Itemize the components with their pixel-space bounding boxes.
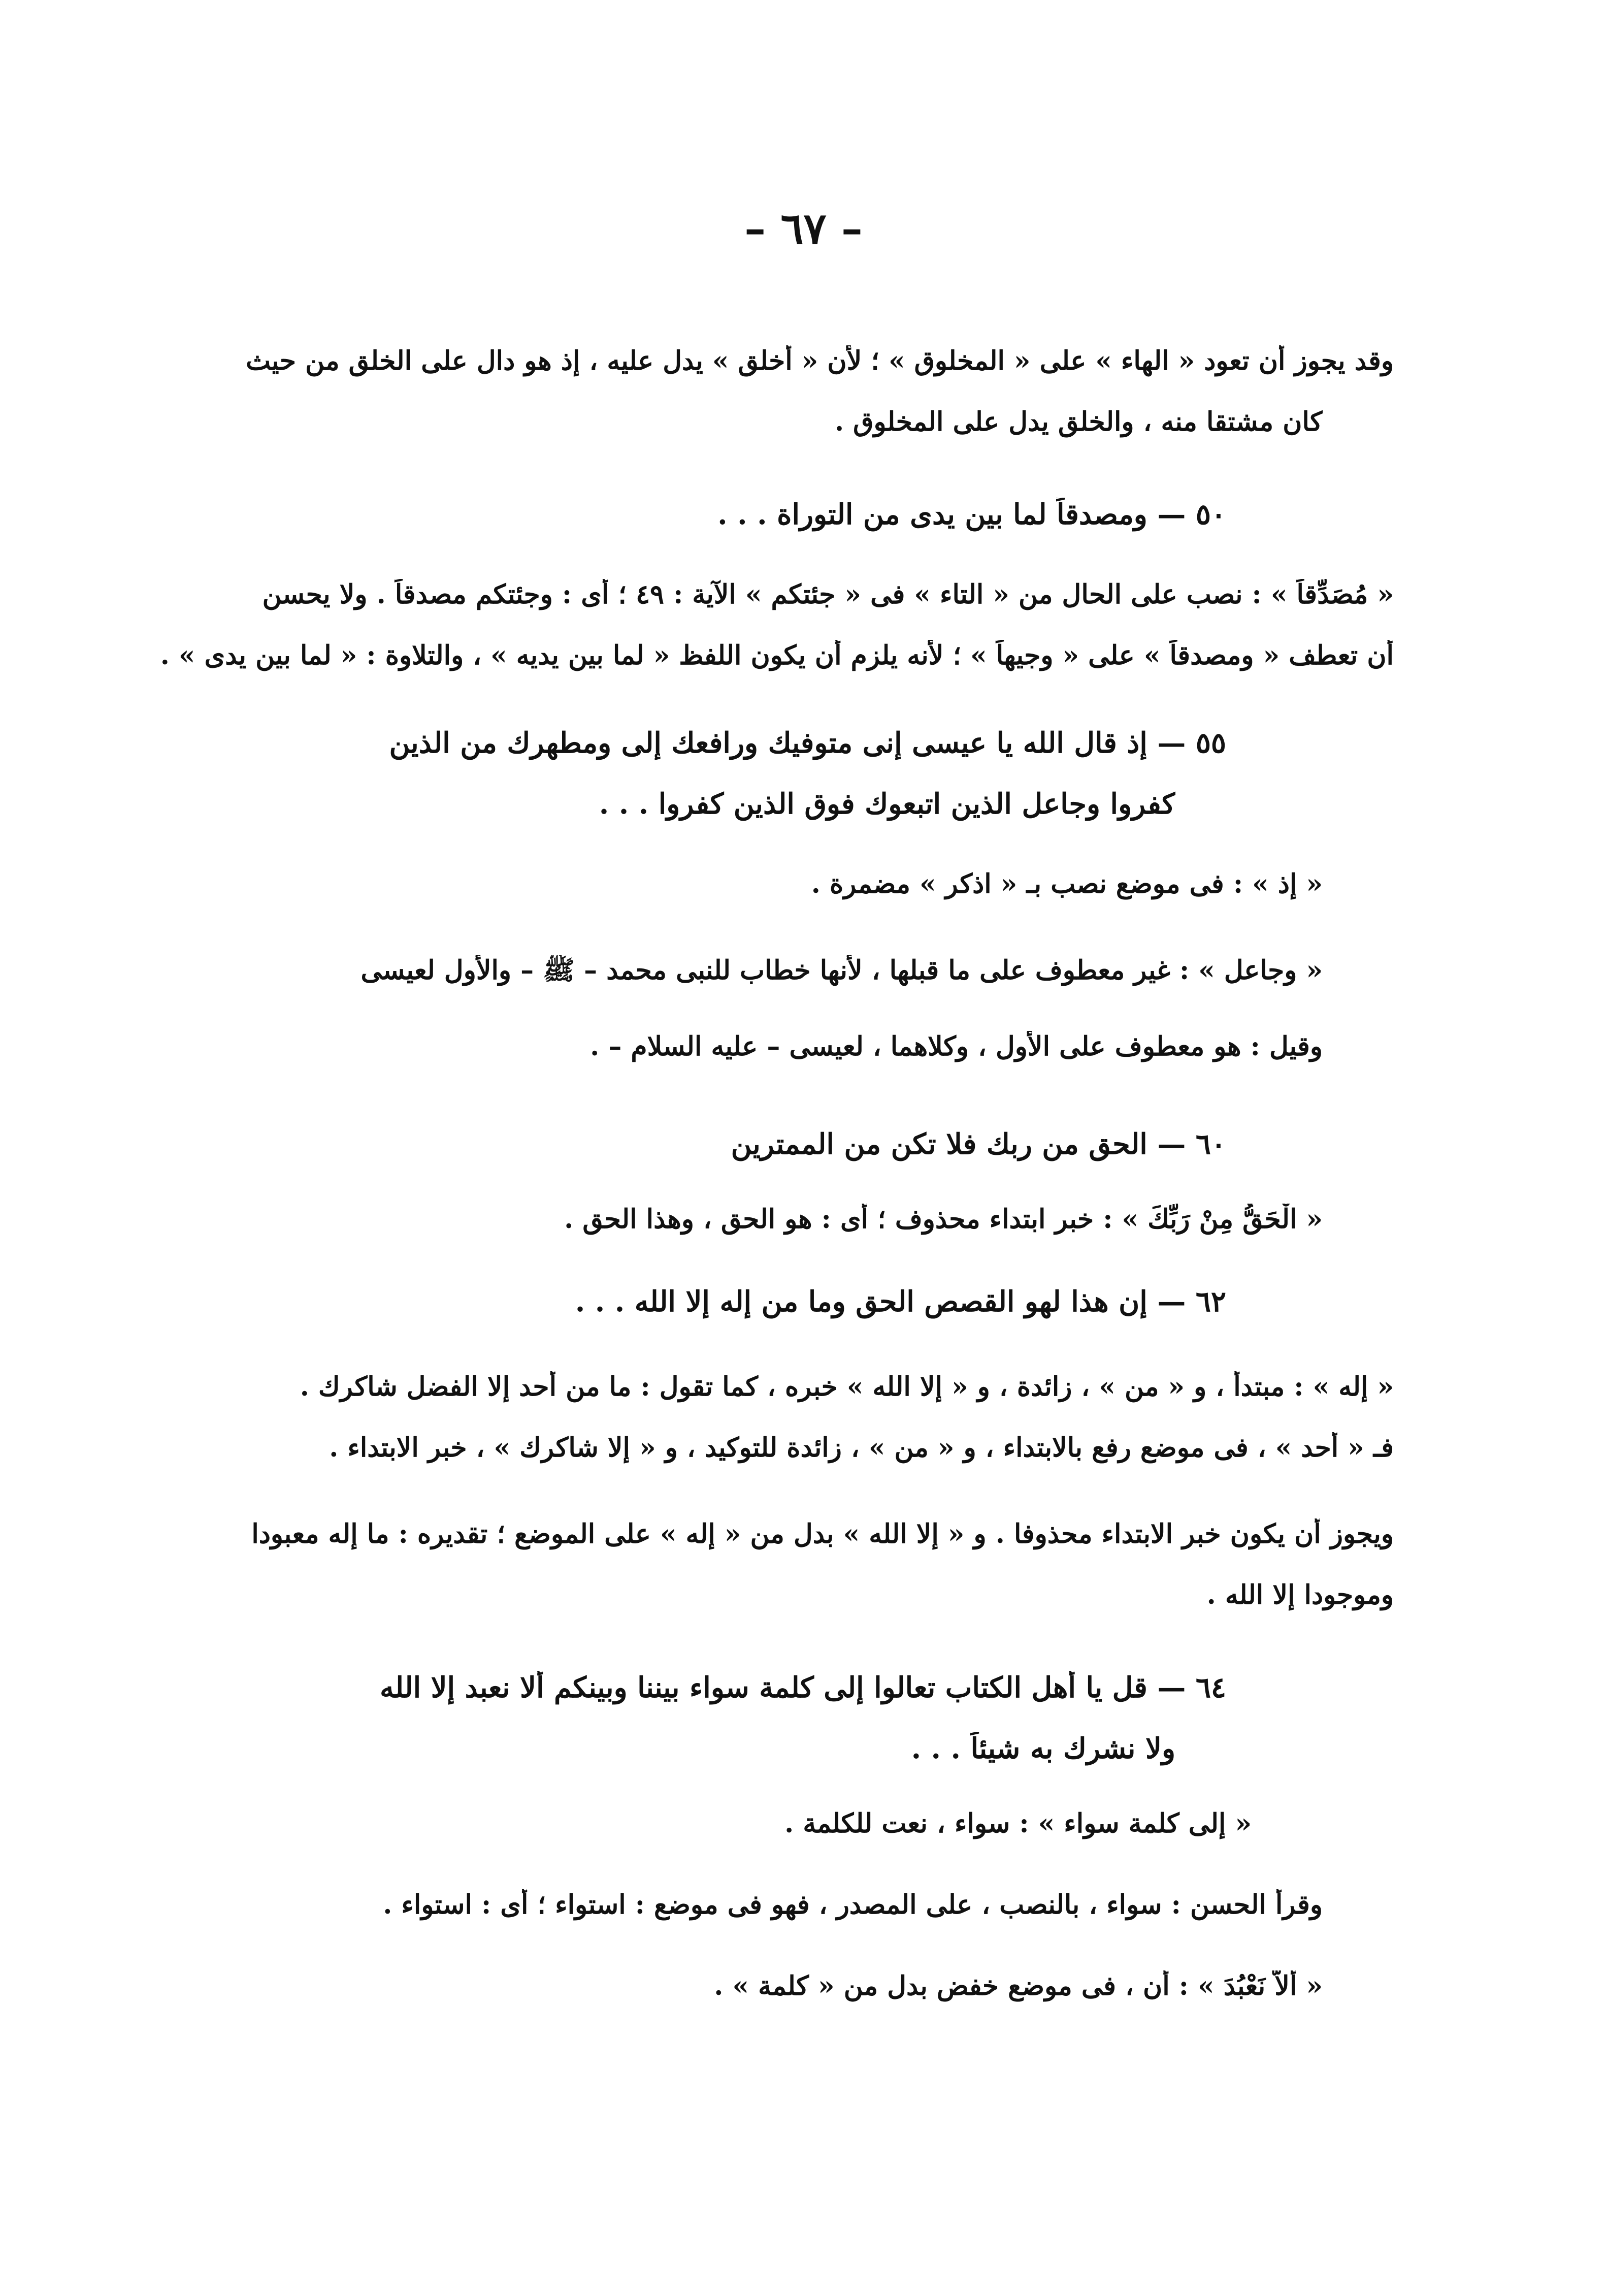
verse-line: ٦٠ — الحق من ربك فلا تكن من الممترين xyxy=(731,1127,1226,1161)
page-number: – ٦٧ – xyxy=(744,203,863,253)
text-line: وموجودا إلا الله . xyxy=(1206,1579,1394,1610)
text-line: وقيل : هو معطوف على الأول ، وكلاهما ، لعيسى – عليه السلام – . xyxy=(590,1031,1323,1062)
verse-line: ولا نشرك به شيئاً . . . xyxy=(911,1732,1175,1765)
text-line: « الْحَقُّ مِنْ رَبِّكَ » : خبر ابتداء محذوف ؛ أى : هو الحق ، وهذا الحق . xyxy=(564,1204,1323,1235)
text-line: « إذ » : فى موضع نصب بـ « اذكر » مضمرة . xyxy=(811,868,1323,899)
text-line: فـ « أحد » ، فى موضع رفع بالابتداء ، و « من » ، زائدة للتوكيد ، و « إلا شاكرك » ، خبر الابتداء . xyxy=(329,1432,1394,1463)
verse-line: ٥٠ — ومصدقاً لما بين يدى من التوراة . . . xyxy=(717,498,1226,531)
verse-line: ٦٤ — قل يا أهل الكتاب تعالوا إلى كلمة سواء بيننا وبينكم ألا نعبد إلا الله xyxy=(379,1671,1226,1704)
text-line: وقرأ الحسن : سواء ، بالنصب ، على المصدر ، فهو فى موضع : استواء ؛ أى : استواء . xyxy=(383,1889,1323,1920)
text-line: وقد يجوز أن تعود « الهاء » على « المخلوق » ؛ لأن « أخلق » يدل عليه ، إذ هو دال على الخلق من حيث xyxy=(246,345,1394,376)
text-line: أن تعطف « ومصدقاً » على « وجيهاً » ؛ لأنه يلزم أن يكون اللفظ « لما بين يديه » ، والتلاوة : « لما بين يدى » . xyxy=(160,640,1394,671)
text-line: « إله » : مبتدأ ، و « من » ، زائدة ، و « إلا الله » خبره ، كما تقول : ما من أحد إلا الفضل شاكرك . xyxy=(300,1371,1394,1402)
verse-line: كفروا وجاعل الذين اتبعوك فوق الذين كفروا . . . xyxy=(599,787,1175,821)
verse-line: ٦٢ — إن هذا لهو القصص الحق وما من إله إلا الله . . . xyxy=(575,1285,1226,1318)
text-line: « وجاعل » : غير معطوف على ما قبلها ، لأنها خطاب للنبى محمد – ﷺ – والأول لعيسى xyxy=(360,955,1323,986)
text-line: كان مشتقا منه ، والخلق يدل على المخلوق . xyxy=(834,406,1323,437)
text-line: « ألاَّ نَعْبُدَ » : أن ، فى موضع خفض بدل من « كلمة » . xyxy=(714,1970,1323,2001)
text-line: « إلى كلمة سواء » : سواء ، نعت للكلمة . xyxy=(784,1808,1252,1839)
text-line: ويجوز أن يكون خبر الابتداء محذوفا . و « إلا الله » بدل من « إله » على الموضع ؛ تقديره : ما إله معبودا xyxy=(251,1518,1394,1549)
verse-line: ٥٥ — إذ قال الله يا عيسى إنى متوفيك ورافعك إلى ومطهرك من الذين xyxy=(389,726,1226,760)
text-line: « مُصَدِّقاً » : نصب على الحال من « التاء » فى « جئتكم » الآية : ٤٩ ؛ أى : وجئتكم مصدقاً . ولا يحسن xyxy=(262,579,1394,610)
